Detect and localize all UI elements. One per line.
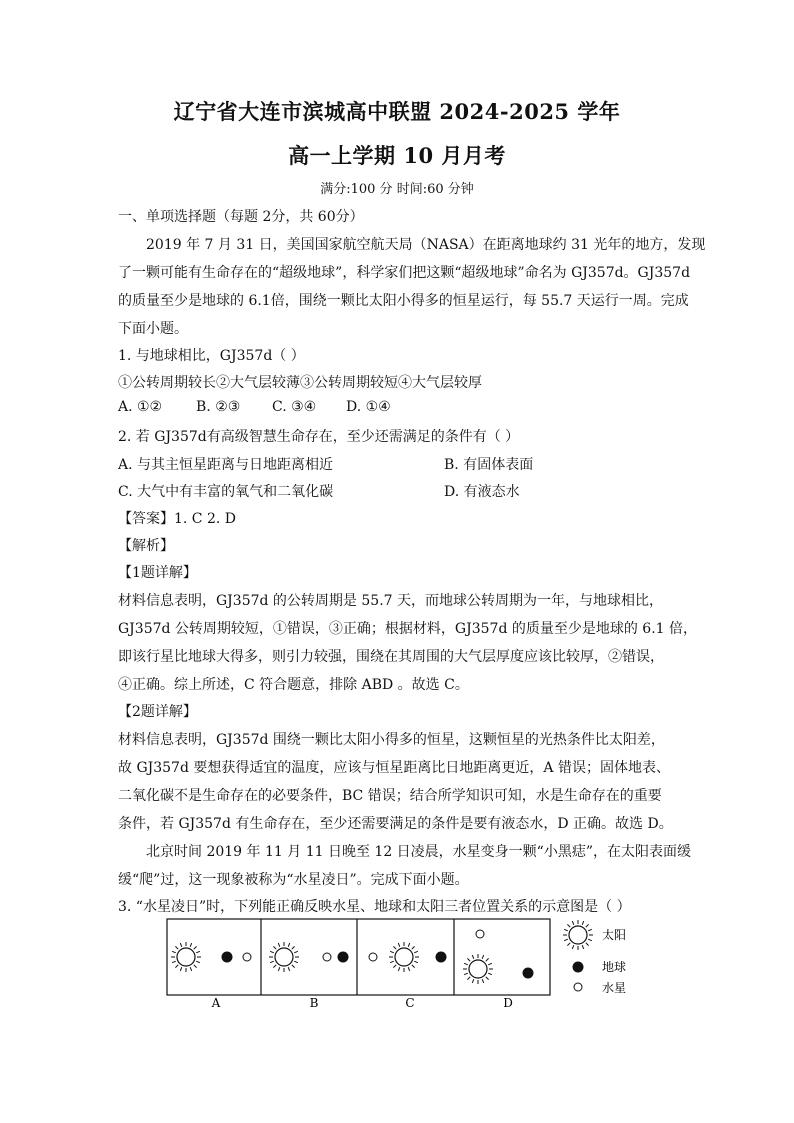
exam-title-line1: 辽宁省大连市滨城高中联盟 2024-2025 学年 bbox=[173, 99, 621, 124]
passage1-line: 下面小题。 bbox=[118, 321, 188, 337]
detail1-line: GJ357d 公转周期较短，①错误，③正确；根据材料，GJ357d 的质量至少是地球的 6.1 倍， bbox=[118, 621, 698, 637]
passage1-line: 了一颗可能有生命存在的“超级地球”，科学家们把这颗“超级地球”命名为 GJ357d。GJ357d bbox=[118, 265, 691, 281]
passage1-line: 2019 年 7 月 31 日，美国国家航空航天局（NASA）在距离地球约 31 光年的地方，发现 bbox=[146, 237, 706, 253]
exam-title-line2: 高一上学期 10 月月考 bbox=[288, 143, 506, 168]
detail2-line: 二氧化碳不是生命存在的必要条件，BC 错误；结合所学知识可知，水是生命存在的重要 bbox=[118, 788, 662, 804]
detail1-line: ④正确。综上所述，C 符合题意，排除 ABD 。故选 C。 bbox=[118, 677, 469, 693]
mercury-icon bbox=[323, 953, 331, 961]
passage2-line: 缓“爬”过，这一现象被称为“水星凌日”。完成下面小题。 bbox=[118, 872, 469, 888]
q1-statements: ①公转周期较长②大气层较薄③公转周期较短④大气层较厚 bbox=[118, 375, 482, 391]
panel-b bbox=[269, 942, 349, 972]
detail1-heading: 【1题详解】 bbox=[118, 565, 197, 581]
mercury-icon bbox=[476, 930, 484, 938]
panel-c bbox=[369, 942, 447, 972]
panel-d bbox=[463, 930, 534, 984]
mercury-icon bbox=[369, 953, 377, 961]
q1-stem: 1. 与地球相比，GJ357d（ ） bbox=[118, 348, 305, 364]
panel-label-b: B bbox=[309, 996, 319, 1010]
q2-option-a[interactable]: A. 与其主恒星距离与日地距离相近 bbox=[118, 457, 334, 473]
legend-sun: 太阳 bbox=[602, 928, 627, 942]
exam-meta: 满分:100 分 时间:60 分钟 bbox=[320, 182, 474, 197]
legend-earth: 地球 bbox=[602, 960, 627, 974]
q2-option-c[interactable]: C. 大气中有丰富的氧气和二氧化碳 bbox=[118, 484, 334, 500]
mercury-icon bbox=[243, 953, 251, 961]
detail2-heading: 【2题详解】 bbox=[118, 704, 197, 720]
q1-option-a[interactable]: A. ①② bbox=[118, 399, 163, 415]
passage2-line: 北京时间 2019 年 11 月 11 日晚至 12 日凌晨，水星变身一颗“小黑痣”，在太阳表面缓 bbox=[146, 844, 691, 860]
sun-icon bbox=[463, 954, 493, 984]
answer-label: 【答案】 bbox=[118, 511, 174, 527]
panel-a bbox=[171, 942, 251, 972]
detail2-line: 条件，若 GJ357d 有生命存在，至少还需要满足的条件是要有液态水，D 正确。故选 D。 bbox=[118, 816, 673, 832]
detail2-line: 故 GJ357d 要想获得适宜的温度，应该与恒星距离比日地距离更近，A 错误；固体地表、 bbox=[118, 760, 670, 776]
sun-icon bbox=[171, 942, 201, 972]
transit-diagram bbox=[160, 914, 660, 1014]
sun-icon bbox=[389, 942, 419, 972]
earth-icon bbox=[338, 952, 349, 963]
q1-option-b[interactable]: B. ②③ bbox=[196, 399, 241, 415]
panel-label-c: C bbox=[405, 996, 415, 1010]
earth-icon bbox=[436, 952, 447, 963]
analysis-heading: 【解析】 bbox=[118, 538, 174, 554]
answer-line bbox=[118, 508, 678, 528]
detail1-line: 材料信息表明，GJ357d 的公转周期是 55.7 天，而地球公转周期为一年，与地球相比， bbox=[118, 593, 663, 609]
q1-option-d[interactable]: D. ①④ bbox=[346, 399, 391, 415]
sun-icon bbox=[563, 920, 593, 950]
q3-stem: 3. “水星凌日”时，下列能正确反映水星、地球和太阳三者位置关系的示意图是（ ） bbox=[118, 899, 631, 915]
answer-text: 1. C 2. D bbox=[174, 511, 237, 527]
q2-option-d[interactable]: D. 有液态水 bbox=[444, 484, 520, 500]
passage1-line: 的质量至少是地球的 6.1倍，围绕一颗比太阳小得多的恒星运行，每 55.7 天运行一周。完成 bbox=[118, 293, 689, 309]
panel-label-d: D bbox=[503, 996, 513, 1010]
legend-mercury: 水星 bbox=[602, 981, 627, 995]
sun-icon bbox=[269, 942, 299, 972]
mercury-icon bbox=[574, 983, 582, 991]
section-heading: 一、单项选择题（每题 2分，共 60分） bbox=[118, 209, 364, 225]
earth-icon bbox=[222, 952, 233, 963]
q2-stem: 2. 若 GJ357d有高级智慧生命存在，至少还需满足的条件有（ ） bbox=[118, 429, 520, 445]
q1-option-c[interactable]: C. ③④ bbox=[272, 399, 317, 415]
detail2-line: 材料信息表明，GJ357d 围绕一颗比太阳小得多的恒星，这颗恒星的光热条件比太阳差， bbox=[118, 732, 665, 748]
q2-option-b[interactable]: B. 有固体表面 bbox=[444, 457, 534, 473]
detail1-line: 即该行星比地球大得多，则引力较强，围绕在其周围的大气层厚度应该比较厚，②错误， bbox=[118, 649, 664, 665]
panel-label-a: A bbox=[211, 996, 221, 1010]
earth-icon bbox=[573, 962, 584, 973]
earth-icon bbox=[523, 968, 534, 979]
legend bbox=[563, 920, 626, 995]
